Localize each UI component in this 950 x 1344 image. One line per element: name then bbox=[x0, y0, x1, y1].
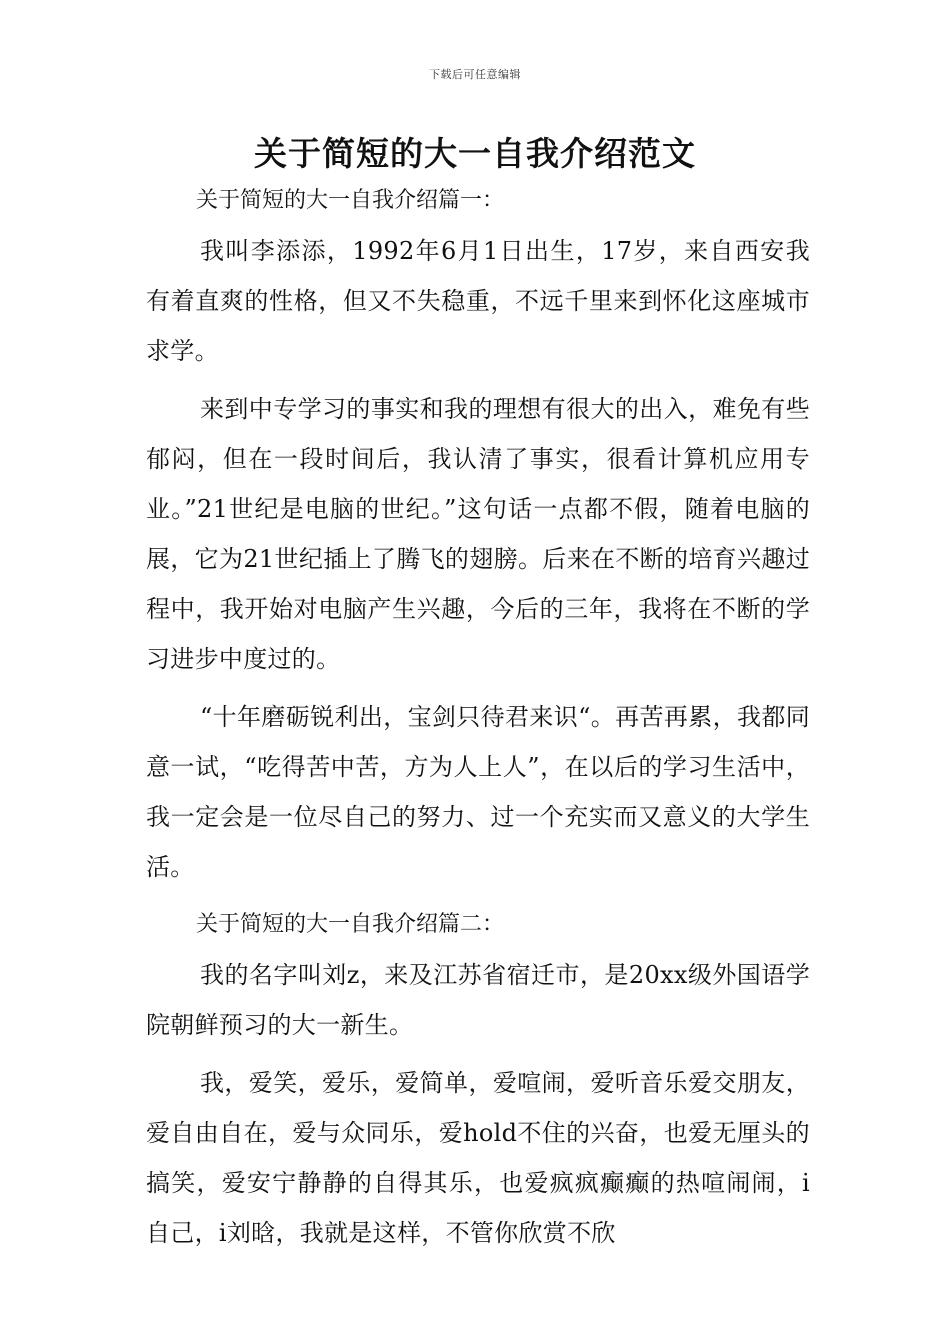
paragraph-5: 我，爱笑，爱乐，爱简单，爱喧闹，爱听音乐爱交朋友，爱自由自在，爱与众同乐，爱hold不住的兴奋，也爱无厘头的搞笑，爱安宁静静的自得其乐，也爱疯疯癫癫的热喧闹闹，i自己，i刘晗，我就是这样，不管你欣赏不欣 bbox=[146, 1069, 810, 1247]
paragraph-4: 我的名字叫刘z，来及江苏省宿迁市，是20xx级外国语学院朝鲜预习的大一新生。 bbox=[146, 961, 810, 1039]
header-note: 下载后可任意编辑 bbox=[429, 68, 521, 81]
paragraph-2: 来到中专学习的事实和我的理想有很大的出入，难免有些郁闷，但在一段时间后，我认清了事实，很看计算机应用专业。”21世纪是电脑的世纪。”这句话一点都不假，随着电脑的展，它为21世纪插上了腾飞的翅膀。后来在不断的培育兴趣过程中，我开始对电脑产生兴趣，今后的三年，我将在不断的学习进步中度过的。 bbox=[146, 395, 810, 673]
document-title: 关于简短的大一自我介绍范文 bbox=[254, 134, 696, 173]
document-body bbox=[146, 176, 810, 1266]
paragraph-1: 我叫李添添，1992年6月1日出生，17岁，来自西安我有着直爽的性格，但又不失稳重，不远千里来到怀化这座城市求学。 bbox=[146, 237, 810, 365]
section-heading-1: 关于简短的大一自我介绍篇一： bbox=[196, 188, 505, 213]
section-heading-2: 关于简短的大一自我介绍篇二： bbox=[196, 912, 505, 937]
paragraph-3: “十年磨砺锐利出，宝剑只待君来识“。再苦再累，我都同意一试，“吃得苦中苦，方为人上人”，在以后的学习生活中，我一定会是一位尽自己的努力、过一个充实而又意义的大学生活。 bbox=[146, 703, 810, 881]
